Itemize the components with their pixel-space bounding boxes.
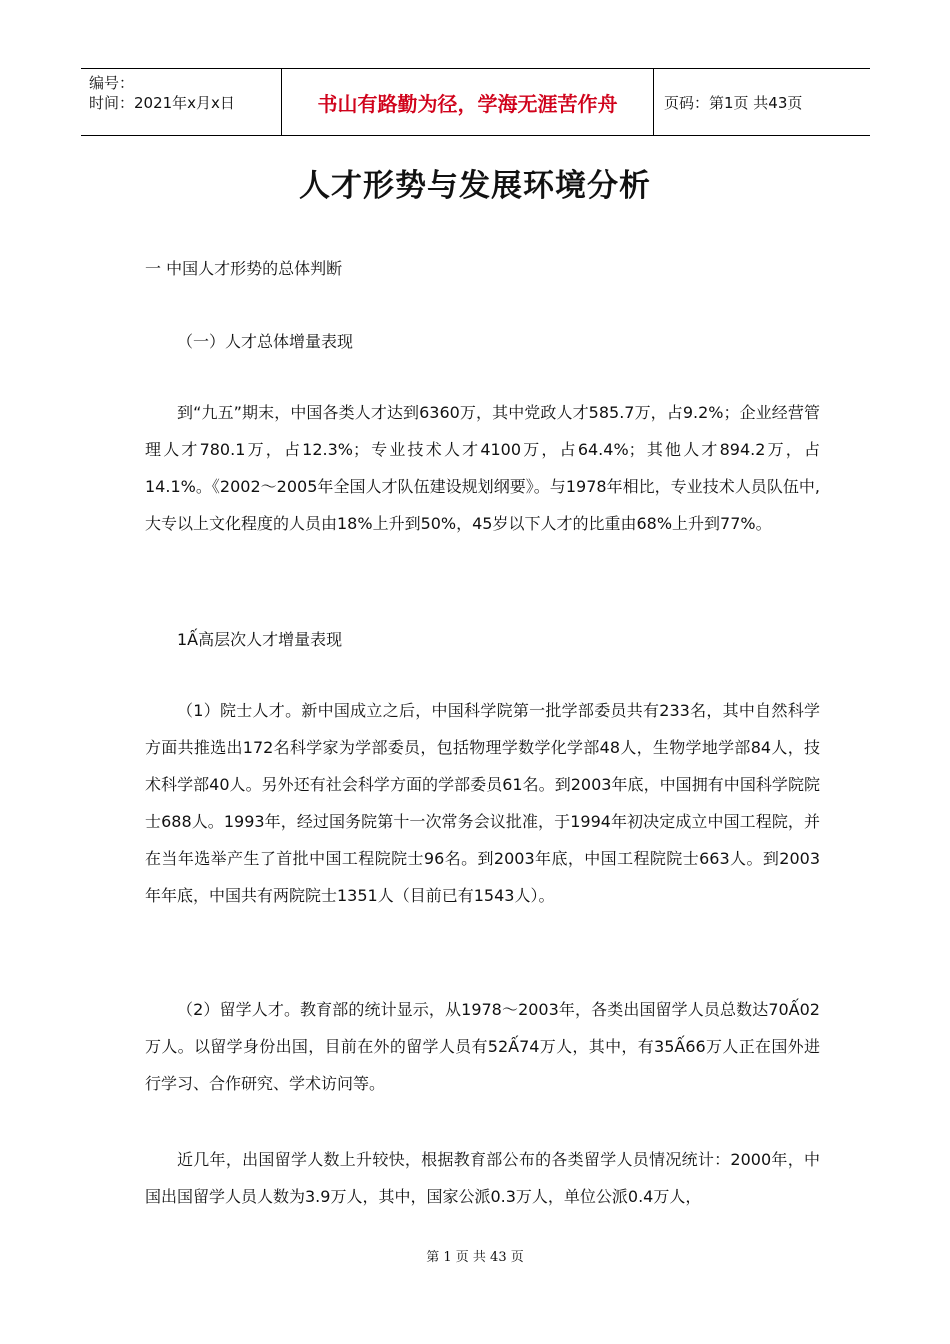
subsection-heading-1: （一）人才总体增量表现 [177,332,354,351]
section-heading-1: 一 中国人才形势的总体判断 [145,259,343,278]
header-table [81,68,870,136]
header-motto: 书山有路勤为径，学海无涯苦作舟 [281,69,654,135]
page-footer: 第 1 页 共 43 页 [426,1250,524,1265]
header-page-info: 页码：第1页 共43页 [664,93,803,112]
document-title: 人才形势与发展环境分析 [299,168,651,204]
paragraph-talent-totals: 到“九五”期末，中国各类人才达到6360万，其中党政人才585.7万，占9.2%；企业经营管理人才780.1万，占12.3%；专业技术人才4100万，占64.4%；其他人才894.2万，占14.1%。《2002～2005年全国人才队伍建设规划纲要》。与1978年相比，专业技术人员队伍中,大专以上文化程度的人员由18%上升到50%，45岁以下人才的比重由68%上升到77%。 [145,403,820,533]
paragraph-academicians: （1）院士人才。新中国成立之后，中国科学院第一批学部委员共有233名，其中自然科学方面共推选出172名科学家为学部委员，包括物理学数学化学部48人，生物学地学部84人，技术科学部40人。另外还有社会科学方面的学部委员61名。到2003年底，中国拥有中国科学院院士688人。1993年，经过国务院第十一次常务会议批准，于1994年初决定成立中国工程院，并在当年选举产生了首批中国工程院院士96名。到2003年底，中国工程院院士663人。到2003年年底，中国共有两院院士1351人（目前已有1543人）。 [145,701,820,905]
header-meta [81,69,281,135]
paragraph-overseas-students: （2）留学人才。教育部的统计显示，从1978～2003年，各类出国留学人员总数达70Ấ02万人。以留学身份出国，目前在外的留学人员有52Ấ74万人，其中，有35Ấ66万人正在国外进行学习、合作研究、学术访问等。 [145,1000,820,1093]
paragraph-recent-trends: 近几年，出国留学人数上升较快，根据教育部公布的各类留学人员情况统计：2000年，中国出国留学人员人数为3.9万人，其中，国家公派0.3万人，单位公派0.4万人， [145,1150,820,1206]
number-label: 编号： [89,74,135,92]
subsection-heading-high-level: 1Ấ高层次人才增量表现 [177,630,343,649]
time-label: 时间：2021年x月x日 [89,94,235,112]
